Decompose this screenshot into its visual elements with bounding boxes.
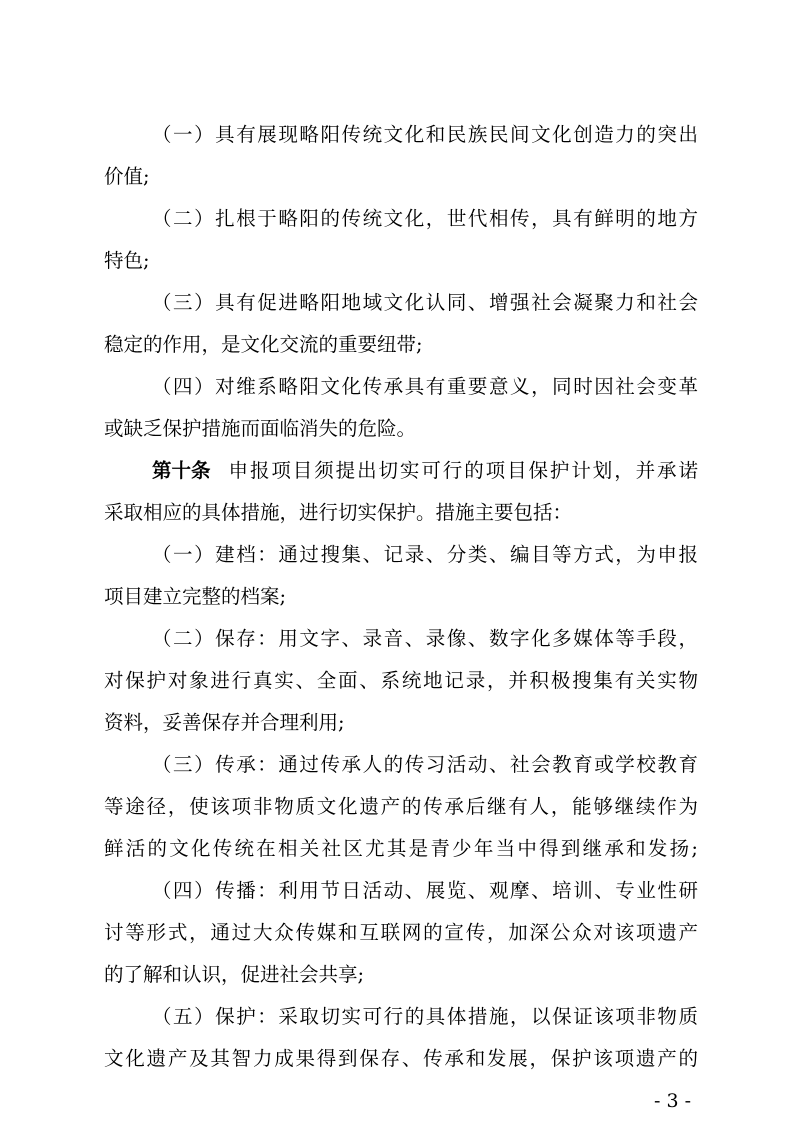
paragraph-line: （五）保护：采取切实可行的具体措施，以保证该项非物质 (152, 1005, 698, 1028)
paragraph-line: （四）对维系略阳文化传承具有重要意义，同时因社会变革 (152, 375, 698, 398)
paragraph-line: 鲜活的文化传统在相关社区尤其是青少年当中得到继承和发扬; (104, 837, 698, 860)
paragraph-line: 采取相应的具体措施，进行切实保护。措施主要包括： (104, 501, 573, 524)
paragraph-line: （二）扎根于略阳的传统文化，世代相传，具有鲜明的地方 (152, 207, 698, 230)
paragraph-line: 对保护对象进行真实、全面、系统地记录，并积极搜集有关实物 (104, 669, 698, 692)
paragraph-line: 等途径，使该项非物质文化遗产的传承后继有人，能够继续作为 (104, 795, 698, 818)
paragraph-line: 讨等形式，通过大众传媒和互联网的宣传，加深公众对该项遗产 (104, 921, 698, 944)
paragraph-line: 资料，妥善保存并合理利用; (104, 711, 345, 734)
paragraph-line: 价值; (104, 165, 150, 188)
page-number: - 3 - (653, 1090, 691, 1112)
paragraph-line: 稳定的作用，是文化交流的重要纽带; (104, 333, 423, 356)
article-ten-line (152, 457, 698, 485)
paragraph-line: （二）保存：用文字、录音、录像、数字化多媒体等手段， (152, 627, 698, 650)
paragraph-line: （三）传承：通过传承人的传习活动、社会教育或学校教育 (152, 753, 698, 776)
article-ten-text: 申报项目须提出切实可行的项目保护计划，并承诺 (228, 459, 698, 482)
paragraph-line: （一）建档：通过搜集、记录、分类、编目等方式，为申报 (152, 543, 698, 566)
paragraph-line: （一）具有展现略阳传统文化和民族民间文化创造力的突出 (152, 123, 698, 146)
paragraph-line: （三）具有促进略阳地域文化认同、增强社会凝聚力和社会 (152, 291, 698, 314)
paragraph-line: （四）传播：利用节日活动、展览、观摩、培训、专业性研 (152, 879, 698, 902)
paragraph-line: 特色; (104, 249, 150, 272)
paragraph-line: 或缺乏保护措施而面临消失的危险。 (104, 417, 417, 440)
paragraph-line: 项目建立完整的档案; (104, 585, 287, 608)
paragraph-line: 的了解和认识，促进社会共享; (104, 963, 365, 986)
paragraph-line: 文化遗产及其智力成果得到保存、传承和发展，保护该项遗产的 (104, 1047, 698, 1070)
article-ten-label: 第十条 (152, 459, 211, 482)
